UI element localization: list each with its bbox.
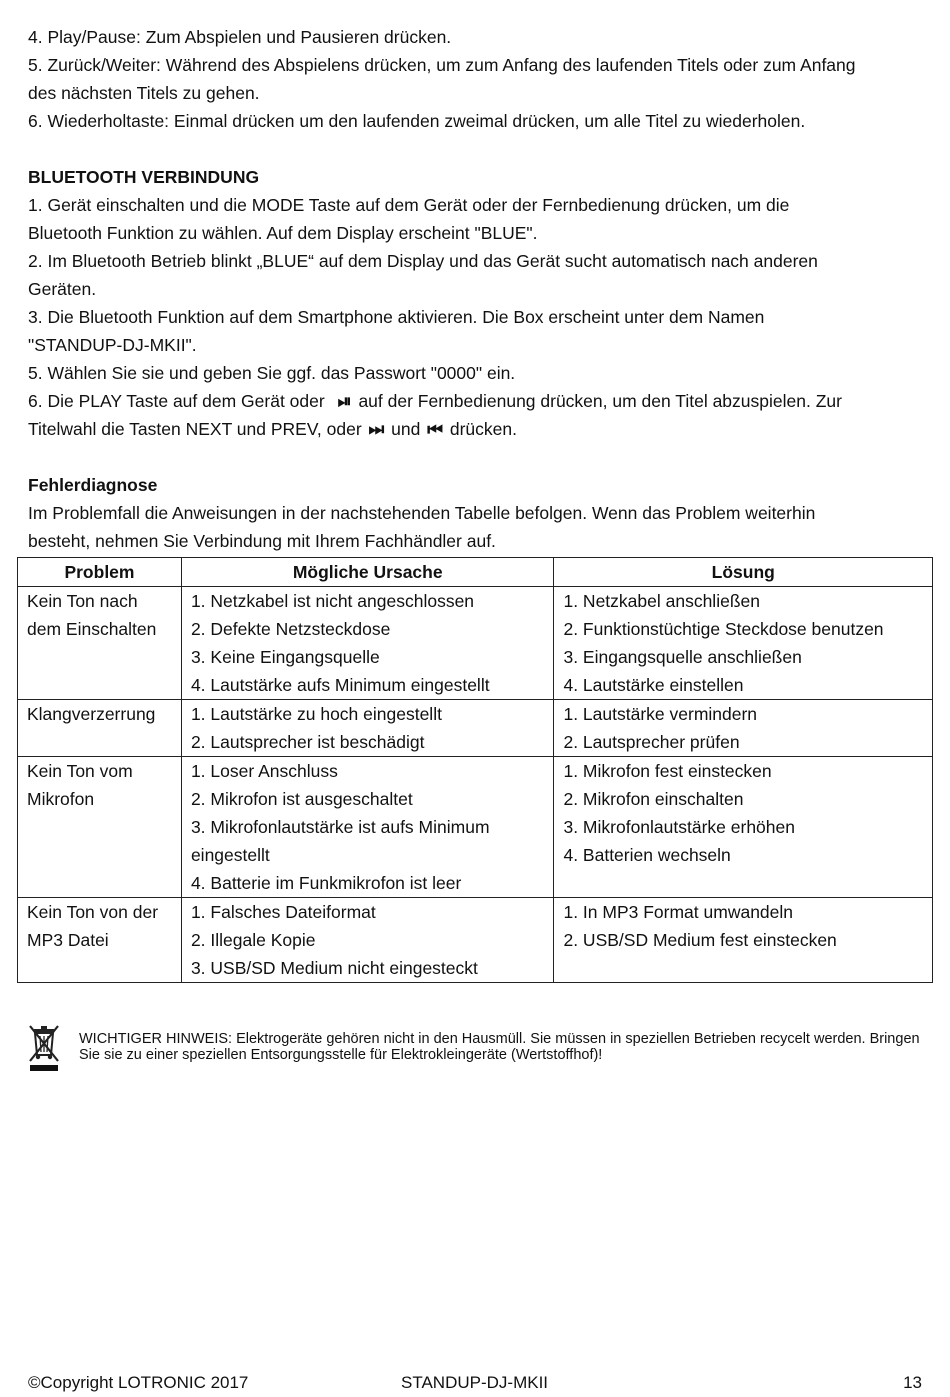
- bluetooth-line: 5. Wählen Sie sie und geben Sie ggf. das Passwort "0000" ein.: [28, 363, 516, 383]
- loesung-cell: [554, 757, 933, 898]
- bluetooth-line: "STANDUP-DJ-MKII".: [28, 335, 197, 355]
- loesung-line: 1. Mikrofon fest einstecken: [563, 761, 772, 781]
- loesung-line: 2. Lautsprecher prüfen: [563, 732, 740, 752]
- loesung-line: 1. Netzkabel anschließen: [563, 591, 760, 611]
- loesung-line: 2. Funktionstüchtige Steckdose benutzen: [563, 619, 884, 639]
- intro-line: 5. Zurück/Weiter: Während des Abspielens drücken, um zum Anfang des laufenden Titels oder zum Anfang: [28, 55, 856, 75]
- ursache-line: 4. Lautstärke aufs Minimum eingestellt: [190, 675, 490, 695]
- table-row: [18, 700, 933, 757]
- table-header-row: [18, 558, 933, 587]
- loesung-line: 4. Batterien wechseln: [563, 845, 731, 865]
- bluetooth-line-7-start: Titelwahl die Tasten NEXT und PREV, oder: [28, 419, 362, 439]
- problem-line: Kein Ton nach: [27, 591, 138, 611]
- bluetooth-line-7-end: drücken.: [449, 419, 517, 439]
- footer-model: STANDUP-DJ-MKII: [401, 1373, 549, 1392]
- table-row: [18, 757, 933, 898]
- ursache-line: 3. USB/SD Medium nicht eingesteckt: [190, 958, 478, 978]
- loesung-line: 1. Lautstärke vermindern: [563, 704, 758, 724]
- ursache-cell: [181, 700, 554, 757]
- loesung-line: 2. Mikrofon einschalten: [563, 789, 744, 809]
- loesung-cell: [554, 898, 933, 983]
- header-problem: Problem: [18, 558, 182, 587]
- ursache-line: 1. Loser Anschluss: [190, 761, 338, 781]
- footer-copyright: ©Copyright LOTRONIC 2017: [28, 1373, 249, 1392]
- ursache-line: 1. Lautstärke zu hoch eingestellt: [190, 704, 442, 724]
- problem-line: Kein Ton von der: [27, 902, 159, 922]
- bluetooth-heading: BLUETOOTH VERBINDUNG: [28, 167, 260, 187]
- bluetooth-line-7-mid: und: [391, 419, 421, 439]
- bluetooth-line: Bluetooth Funktion zu wählen. Auf dem Display erscheint "BLUE".: [28, 223, 538, 243]
- weee-notice: WICHTIGER HINWEIS: Elektrogeräte gehören nicht in den Hausmüll. Sie müssen in speziellen Betrieben recycelt werden. Bringen Sie sie zu einer speziellen Entsorgungsstelle für Elektrokleingeräte (Wertstoffhof)!: [79, 1031, 920, 1063]
- table-row: [18, 587, 933, 700]
- problem-line: MP3 Datei: [27, 930, 109, 950]
- problem-cell: [18, 898, 182, 983]
- problem-line: Mikrofon: [27, 789, 95, 809]
- play-pause-icon: ⏯: [337, 391, 352, 411]
- problem-cell: [18, 757, 182, 898]
- header-ursache: Mögliche Ursache: [181, 558, 554, 587]
- loesung-line: 3. Mikrofonlautstärke erhöhen: [563, 817, 795, 837]
- ursache-line: 3. Keine Eingangsquelle: [190, 647, 380, 667]
- problem-cell: [18, 700, 182, 757]
- bluetooth-line: 1. Gerät einschalten und die MODE Taste auf dem Gerät oder der Fernbedienung drücken, um die: [28, 195, 790, 215]
- bluetooth-line-6-end: auf der Fernbedienung drücken, um den Titel abzuspielen. Zur: [358, 391, 842, 411]
- ursache-line: 2. Mikrofon ist ausgeschaltet: [190, 789, 413, 809]
- ursache-line: 3. Mikrofonlautstärke ist aufs Minimum: [190, 817, 490, 837]
- ursache-line: 2. Defekte Netzsteckdose: [190, 619, 391, 639]
- troubleshooting-table: [17, 557, 933, 983]
- fehlerdiagnose-line: besteht, nehmen Sie Verbindung mit Ihrem Fachhändler auf.: [28, 531, 496, 551]
- loesung-line: 2. USB/SD Medium fest einstecken: [563, 930, 837, 950]
- ursache-line: 1. Netzkabel ist nicht angeschlossen: [190, 591, 475, 611]
- page-number: 13: [903, 1373, 922, 1392]
- fehlerdiagnose-line: Im Problemfall die Anweisungen in der nachstehenden Tabelle befolgen. Wenn das Problem weiterhin: [28, 503, 816, 523]
- ursache-line: 4. Batterie im Funkmikrofon ist leer: [190, 873, 462, 893]
- loesung-cell: [554, 700, 933, 757]
- ursache-cell: [181, 757, 554, 898]
- bluetooth-line-6-start: 6. Die PLAY Taste auf dem Gerät oder: [28, 391, 325, 411]
- problem-line: Kein Ton vom: [27, 761, 133, 781]
- table-row: [18, 898, 933, 983]
- bluetooth-line: Geräten.: [28, 279, 97, 299]
- intro-line: 4. Play/Pause: Zum Abspielen und Pausieren drücken.: [28, 27, 452, 47]
- header-loesung: Lösung: [554, 558, 933, 587]
- bluetooth-line-6: [28, 387, 842, 415]
- crossed-out-wheelie-bin-icon: [27, 1024, 61, 1072]
- problem-line: Klangverzerrung: [27, 704, 156, 724]
- fehlerdiagnose-heading: Fehlerdiagnose: [28, 475, 158, 495]
- bluetooth-line: 2. Im Bluetooth Betrieb blinkt „BLUE“ auf dem Display und das Gerät sucht automatisch nach anderen: [28, 251, 818, 271]
- loesung-cell: [554, 587, 933, 700]
- loesung-line: 1. In MP3 Format umwandeln: [563, 902, 794, 922]
- prev-icon: ⏮: [427, 419, 443, 439]
- intro-line: 6. Wiederholtaste: Einmal drücken um den laufenden zweimal drücken, um alle Titel zu wiederholen.: [28, 111, 806, 131]
- ursache-line: 1. Falsches Dateiformat: [190, 902, 376, 922]
- intro-line: des nächsten Titels zu gehen.: [28, 83, 260, 103]
- ursache-line: eingestellt: [190, 845, 270, 865]
- next-icon: ⏭: [368, 419, 385, 439]
- ursache-line: 2. Illegale Kopie: [190, 930, 316, 950]
- loesung-line: 4. Lautstärke einstellen: [563, 675, 744, 695]
- problem-line: dem Einschalten: [27, 619, 157, 639]
- bluetooth-line: 3. Die Bluetooth Funktion auf dem Smartphone aktivieren. Die Box erscheint unter dem Namen: [28, 307, 765, 327]
- bluetooth-line-7: [28, 415, 517, 443]
- ursache-cell: [181, 898, 554, 983]
- ursache-cell: [181, 587, 554, 700]
- ursache-line: 2. Lautsprecher ist beschädigt: [190, 732, 425, 752]
- loesung-line: 3. Eingangsquelle anschließen: [563, 647, 802, 667]
- problem-cell: [18, 587, 182, 700]
